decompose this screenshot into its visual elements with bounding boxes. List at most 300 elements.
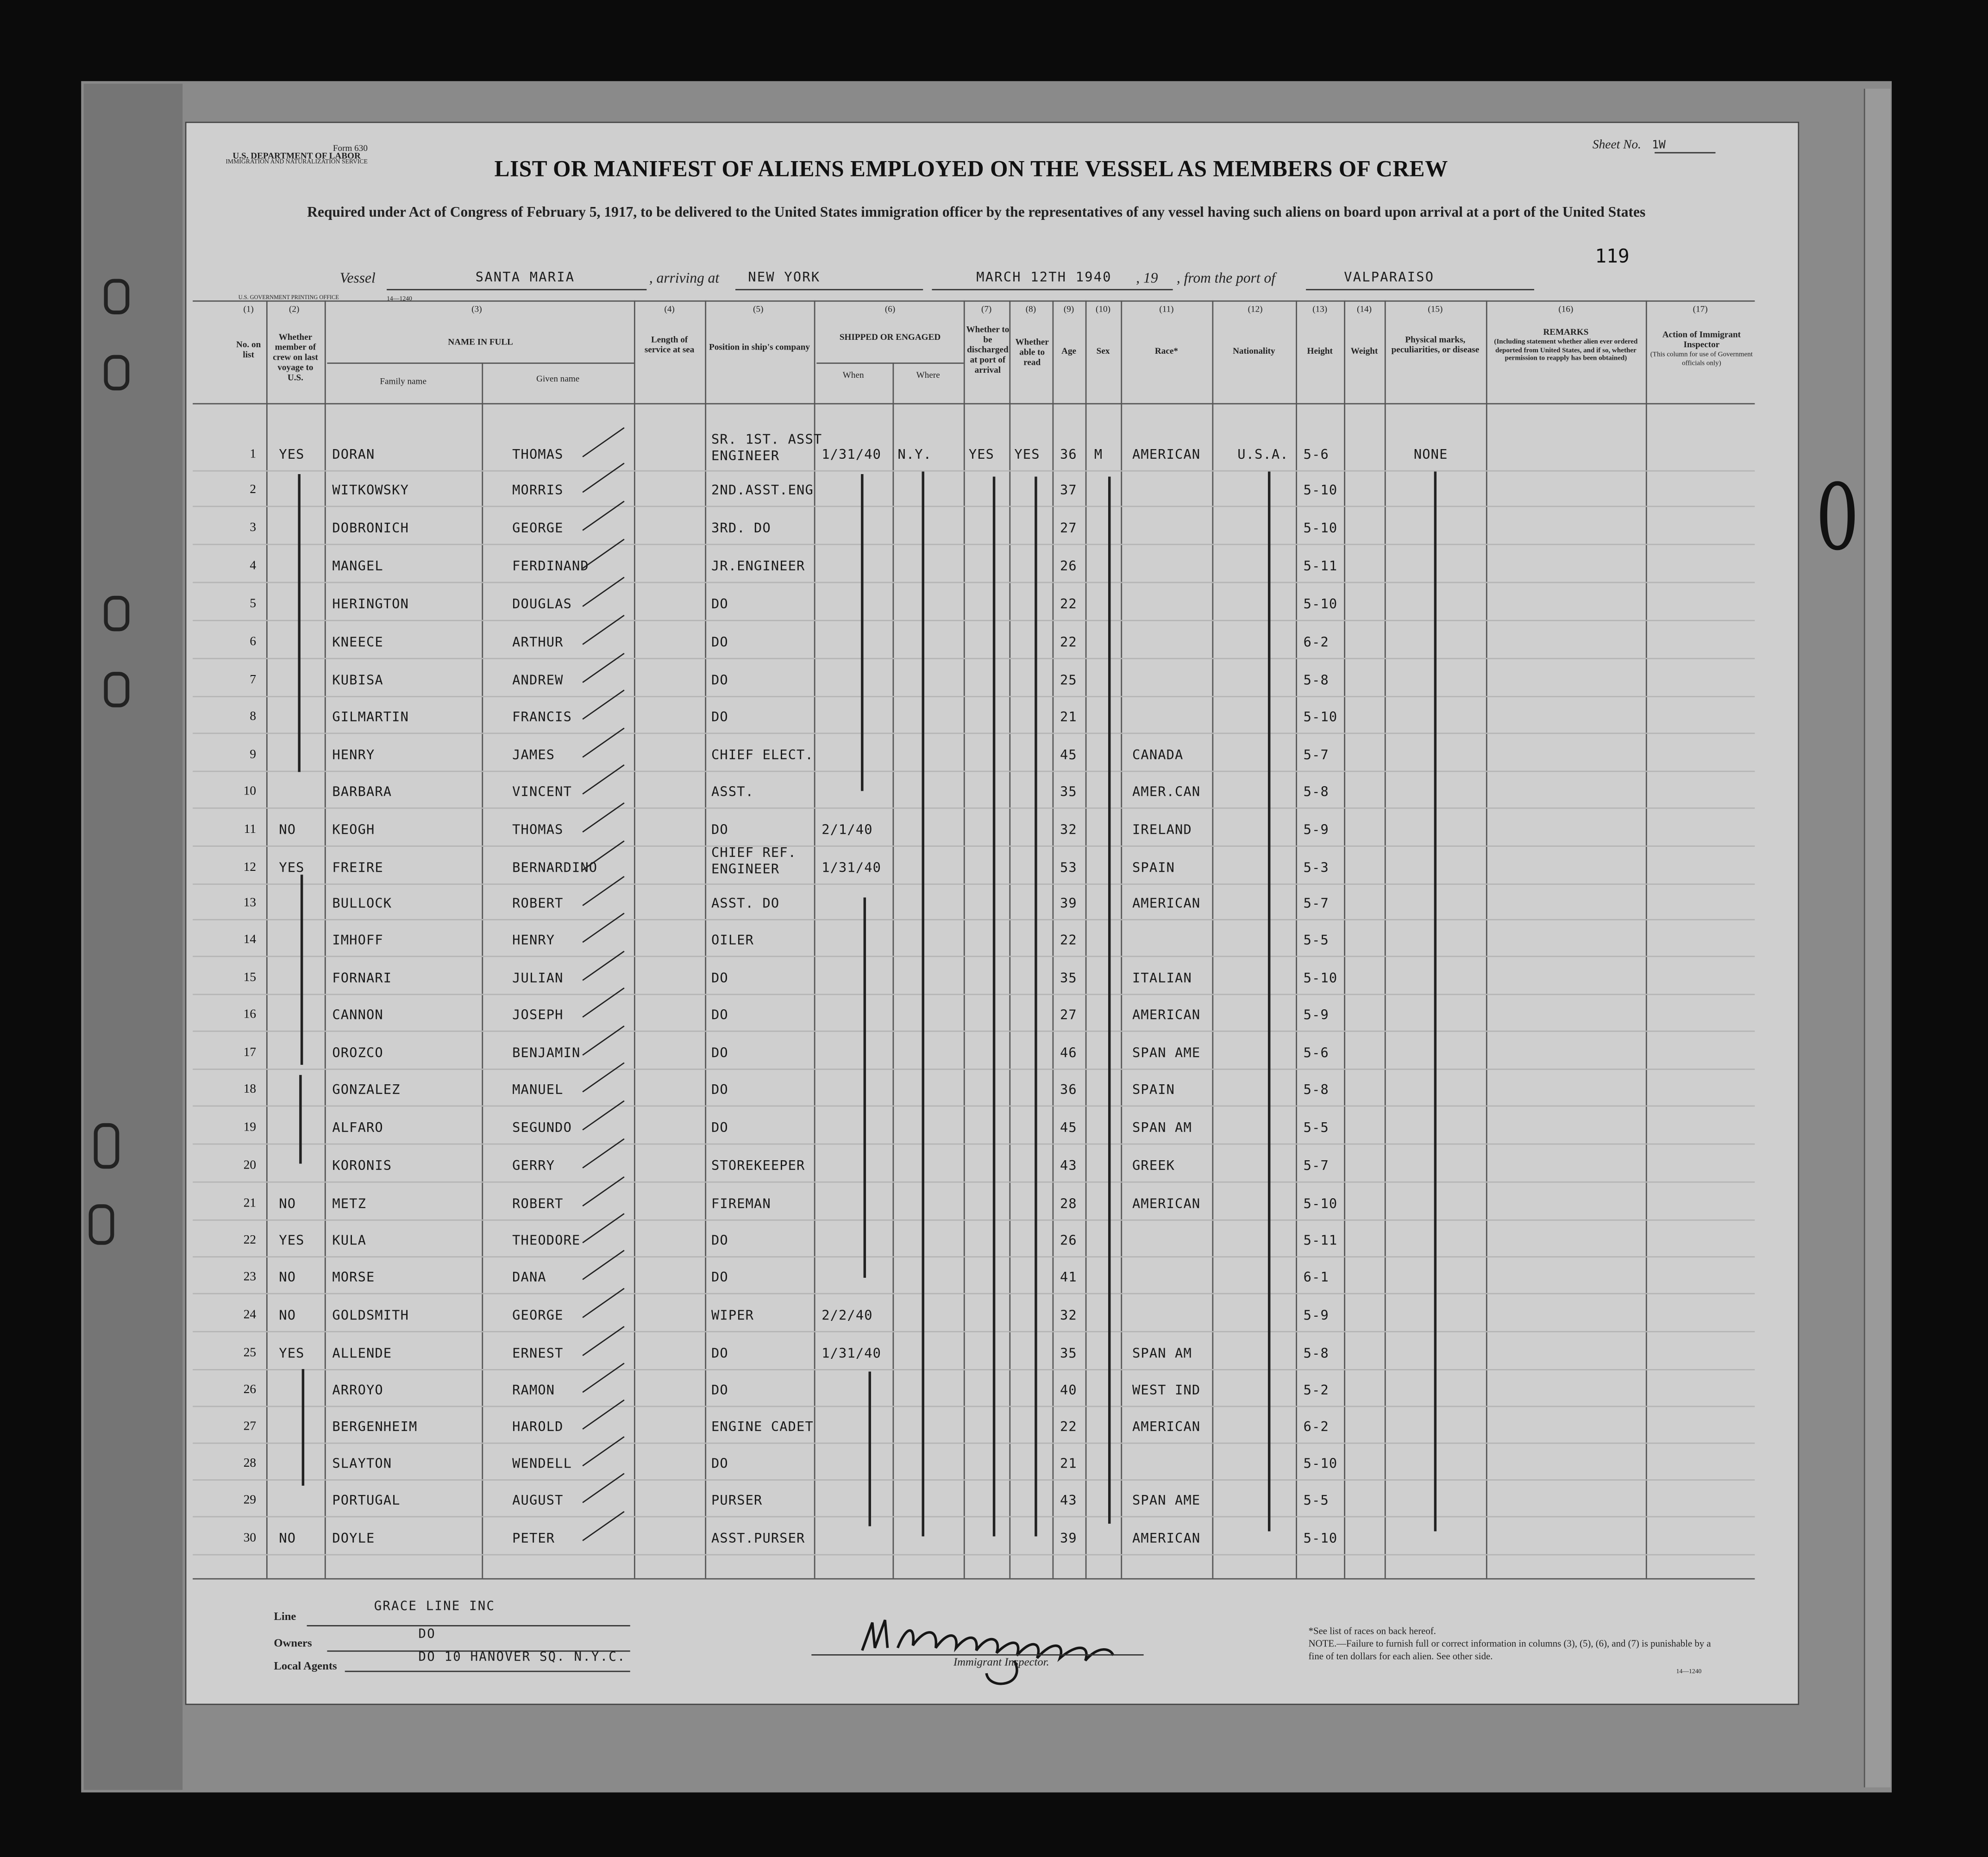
crew-position: DO [711, 673, 728, 688]
crew-age: 27 [1060, 1007, 1077, 1023]
crew-given-name: JAMES [512, 748, 555, 763]
crew-row-number: 3 [250, 521, 257, 535]
crew-height: 5-10 [1303, 483, 1338, 499]
crew-given-name: SEGUNDO [512, 1120, 572, 1136]
crew-family-name: WITKOWSKY [332, 483, 409, 499]
crew-age: 26 [1060, 559, 1077, 575]
row-rule [193, 1554, 1755, 1556]
column-number: (9) [1063, 304, 1074, 315]
sheet-label: Sheet No. [1592, 138, 1641, 152]
crew-shipped-when: 2/1/40 [822, 822, 873, 838]
crew-last-voyage: NO [279, 822, 296, 838]
crew-given-name: THOMAS [512, 447, 564, 463]
crew-family-name: DORAN [332, 447, 375, 463]
form-label: Form 630 [332, 143, 368, 154]
crew-age: 39 [1060, 896, 1077, 912]
crew-age: 32 [1060, 1308, 1077, 1324]
row-rule [193, 994, 1755, 995]
crew-race: SPAN AM [1132, 1120, 1192, 1136]
footer-code: 14—1240 [1676, 1669, 1702, 1676]
header-last-voyage: Whether member of crew on last voyage to U.S. [273, 332, 318, 383]
crew-last-voyage: YES [279, 1346, 305, 1362]
column-number: (3) [471, 304, 482, 315]
crew-position: ASST. [711, 784, 754, 800]
name-subheader-rule [327, 363, 634, 364]
ditto-mark [869, 1372, 871, 1526]
crew-height: 5-11 [1303, 559, 1338, 575]
agents-label: Local Agents [274, 1659, 337, 1672]
crew-height: 5-8 [1303, 784, 1329, 800]
column-rule [1486, 300, 1487, 1578]
crew-family-name: KNEECE [332, 635, 383, 650]
crew-age: 22 [1060, 933, 1077, 949]
crew-given-name: ANDREW [512, 673, 564, 688]
crew-shipped-when: 1/31/40 [822, 1346, 882, 1362]
column-number: (16) [1558, 304, 1574, 315]
column-rule [1085, 300, 1087, 1578]
form-title: LIST OR MANIFEST OF ALIENS EMPLOYED ON THE VESSEL AS MEMBERS OF CREW [494, 156, 1448, 181]
crew-nationality: U.S.A. [1237, 447, 1289, 463]
column-number: (6) [884, 304, 896, 315]
crew-position: DO [711, 1007, 728, 1023]
crew-height: 5-10 [1303, 1196, 1338, 1212]
crew-given-name: MANUEL [512, 1082, 564, 1098]
crew-family-name: GONZALEZ [332, 1082, 401, 1098]
row-rule [193, 1293, 1755, 1294]
header-remarks: REMARKS [1543, 327, 1589, 338]
crew-race: WEST IND [1132, 1383, 1201, 1399]
crew-given-name: DOUGLAS [512, 597, 572, 613]
crew-row-number: 1 [250, 447, 257, 462]
binder-clip [104, 672, 130, 707]
crew-height: 5-8 [1303, 673, 1329, 688]
column-number: (15) [1428, 304, 1443, 315]
crew-position: JR.ENGINEER [711, 559, 805, 575]
crew-race: SPAN AM [1132, 1346, 1192, 1362]
crew-discharged: YES [968, 447, 995, 463]
crew-row-number: 27 [243, 1419, 257, 1434]
binder-clip [104, 596, 130, 632]
arrival-date: MARCH 12TH 1940 [976, 270, 1112, 286]
sheet-number-line [1655, 152, 1715, 154]
crew-family-name: PORTUGAL [332, 1493, 401, 1509]
crew-family-name: GOLDSMITH [332, 1308, 409, 1324]
crew-age: 39 [1060, 1531, 1077, 1547]
ditto-mark [861, 474, 863, 791]
crew-position: ASST. DO [711, 896, 780, 912]
row-rule [193, 1479, 1755, 1481]
crew-given-name: ARTHUR [512, 635, 564, 650]
crew-height: 5-2 [1303, 1383, 1329, 1399]
crew-race: SPAN AME [1132, 1045, 1201, 1061]
crew-position: DO [711, 710, 728, 725]
crew-height: 5-7 [1303, 748, 1329, 763]
crew-family-name: ALFARO [332, 1120, 383, 1136]
row-rule [193, 807, 1755, 809]
crew-family-name: GILMARTIN [332, 710, 409, 725]
crew-family-name: HENRY [332, 748, 375, 763]
vessel-label: Vessel [339, 271, 376, 287]
row-rule [193, 506, 1755, 507]
crew-given-name: WENDELL [512, 1456, 572, 1472]
crew-given-name: VINCENT [512, 784, 572, 800]
column-rule [266, 300, 268, 1578]
crew-age: 43 [1060, 1158, 1077, 1174]
header-when: When [842, 370, 864, 381]
crew-family-name: BERGENHEIM [332, 1419, 418, 1435]
crew-age: 46 [1060, 1045, 1077, 1061]
header-able-to-read: Whether able to read [1015, 337, 1049, 368]
crew-position: DO [711, 822, 728, 838]
crew-position: SR. 1ST. ASST ENGINEER [711, 432, 822, 464]
crew-age: 22 [1060, 635, 1077, 650]
crew-age: 43 [1060, 1493, 1077, 1509]
crew-given-name: AUGUST [512, 1493, 564, 1509]
crew-given-name: THEODORE [512, 1233, 581, 1249]
crew-age: 32 [1060, 822, 1077, 838]
header-where: Where [916, 370, 940, 381]
crew-shipped-when: 1/31/40 [822, 861, 882, 876]
printing-office: U.S. GOVERNMENT PRINTING OFFICE [238, 294, 339, 300]
column-number: (4) [664, 304, 675, 315]
header-name-in-full: NAME IN FULL [448, 337, 513, 348]
date-fill-line [932, 289, 1173, 290]
vessel-name: SANTA MARIA [475, 270, 575, 286]
crew-race: AMERICAN [1132, 1196, 1201, 1212]
crew-family-name: KULA [332, 1233, 366, 1249]
ditto-mark [922, 472, 924, 1537]
crew-race: GREEK [1132, 1158, 1175, 1174]
crew-position: FIREMAN [711, 1196, 771, 1212]
crew-family-name: BULLOCK [332, 896, 392, 912]
crew-row-number: 18 [243, 1082, 257, 1097]
line-label: Line [274, 1610, 296, 1623]
row-rule [193, 919, 1755, 920]
ditto-mark [993, 476, 995, 1536]
row-rule [193, 1256, 1755, 1257]
crew-height: 5-10 [1303, 1456, 1338, 1472]
from-label: , from the port of [1176, 271, 1275, 287]
line-fill-line [307, 1625, 630, 1626]
header-nationality: Nationality [1233, 346, 1275, 356]
crew-shipped-where: N.Y. [897, 447, 932, 463]
crew-height: 5-8 [1303, 1346, 1329, 1362]
crew-row-number: 14 [243, 933, 257, 947]
crew-row-number: 23 [243, 1270, 257, 1284]
from-fill-line [1306, 289, 1534, 290]
crew-shipped-when: 1/31/40 [822, 447, 882, 463]
crew-age: 22 [1060, 1419, 1077, 1435]
crew-height: 5-7 [1303, 1158, 1329, 1174]
inspector-label: Immigrant Inspector. [953, 1655, 1049, 1669]
row-rule [193, 1219, 1755, 1221]
crew-age: 21 [1060, 710, 1077, 725]
row-rule [193, 1031, 1755, 1032]
crew-last-voyage: NO [279, 1308, 296, 1324]
page-number: 119 [1595, 244, 1630, 268]
column-rule [1296, 300, 1297, 1578]
column-rule [705, 300, 706, 1578]
crew-height: 5-10 [1303, 521, 1338, 537]
crew-given-name: BERNARDINO [512, 861, 598, 876]
crew-age: 35 [1060, 784, 1077, 800]
crew-row-number: 15 [243, 971, 257, 985]
column-rule [1009, 300, 1010, 1578]
column-rule [1053, 300, 1054, 1578]
agents-value: DO 10 HANOVER SQ. N.Y.C. [418, 1650, 626, 1664]
row-rule [193, 470, 1755, 472]
ditto-mark [1268, 472, 1270, 1532]
crew-row-number: 5 [250, 597, 257, 611]
crew-given-name: ROBERT [512, 896, 564, 912]
line-value: GRACE LINE INC [374, 1600, 495, 1614]
binder-clip [104, 355, 130, 391]
crew-row-number: 30 [243, 1531, 257, 1545]
crew-row-number: 16 [243, 1007, 257, 1022]
crew-row-number: 9 [250, 748, 257, 762]
crew-race: AMERICAN [1132, 1007, 1201, 1023]
crew-row-number: 11 [244, 822, 257, 837]
crew-row-number: 28 [243, 1456, 257, 1471]
ditto-mark [864, 898, 866, 1278]
column-number: (2) [289, 304, 300, 315]
ditto-mark [1434, 472, 1436, 1532]
row-rule [193, 1069, 1755, 1070]
crew-row-number: 24 [243, 1308, 257, 1322]
crew-age: 53 [1060, 861, 1077, 876]
row-rule [193, 883, 1755, 885]
crew-family-name: BARBARA [332, 784, 392, 800]
row-rule [193, 1144, 1755, 1145]
column-number: (7) [981, 304, 992, 315]
crew-given-name: FERDINAND [512, 559, 589, 575]
crew-position: 3RD. DO [711, 521, 771, 537]
crew-given-name: PETER [512, 1531, 555, 1547]
header-inspector-action: Action of Immigrant Inspector [1662, 329, 1741, 350]
crew-height: 5-3 [1303, 861, 1329, 876]
crew-race: AMERICAN [1132, 447, 1201, 463]
races-note: *See list of races on back hereof. [1308, 1625, 1436, 1637]
crew-family-name: CANNON [332, 1007, 383, 1023]
crew-race: AMERICAN [1132, 1531, 1201, 1547]
crew-family-name: KUBISA [332, 673, 383, 688]
agents-fill-line [345, 1671, 630, 1672]
crew-family-name: HERINGTON [332, 597, 409, 613]
form-subtitle: Required under Act of Congress of February 5, 1917, to be delivered to the United States immigration officer by the representatives of any vessel having such aliens on board upon arrival at a port of the United States [307, 205, 1646, 221]
crew-race: SPAIN [1132, 1082, 1175, 1098]
sheet-value: 1W [1652, 139, 1666, 152]
crew-last-voyage: NO [279, 1270, 296, 1286]
crew-position: ENGINE CADET [711, 1419, 814, 1435]
crew-height: 6-2 [1303, 635, 1329, 650]
crew-height: 5-11 [1303, 1233, 1338, 1249]
column-rule [1121, 300, 1122, 1578]
row-rule [193, 658, 1755, 659]
row-rule [193, 696, 1755, 697]
crew-given-name: GEORGE [512, 521, 564, 537]
crew-height: 5-5 [1303, 1120, 1329, 1136]
crew-position: STOREKEEPER [711, 1158, 805, 1174]
crew-height: 5-6 [1303, 1045, 1329, 1061]
crew-position: DO [711, 971, 728, 987]
row-rule [193, 582, 1755, 583]
shipped-subheader-rule [816, 363, 964, 364]
crew-row-number: 6 [250, 635, 257, 649]
crew-age: 45 [1060, 1120, 1077, 1136]
arriving-label: , arriving at [649, 271, 720, 287]
crew-height: 6-1 [1303, 1270, 1329, 1286]
crew-last-voyage: YES [279, 861, 305, 876]
crew-height: 5-6 [1303, 447, 1329, 463]
arriving-port: NEW YORK [748, 270, 821, 286]
header-bottom-rule [193, 403, 1755, 405]
crew-age: 35 [1060, 1346, 1077, 1362]
column-rule [964, 300, 965, 1578]
crew-position: DO [711, 1120, 728, 1136]
crew-race: ITALIAN [1132, 971, 1192, 987]
crew-age: 36 [1060, 447, 1077, 463]
owners-label: Owners [274, 1636, 312, 1650]
row-rule [193, 733, 1755, 734]
row-rule [193, 1369, 1755, 1370]
ditto-mark [298, 474, 300, 772]
crew-race: CANADA [1132, 748, 1184, 763]
print-code: 14—1240 [387, 296, 412, 303]
column-number: (5) [753, 304, 764, 315]
row-rule [193, 1443, 1755, 1444]
crew-given-name: DANA [512, 1270, 546, 1286]
header-position: Position in ship's company [709, 342, 810, 353]
crew-family-name: FREIRE [332, 861, 383, 876]
header-remarks-note: (Including statement whether alien ever ordered deported from United States, and if so, whether permission to reapply has been obtained) [1494, 338, 1638, 363]
column-rule [1646, 300, 1647, 1578]
crew-able-to-read: YES [1014, 447, 1040, 463]
binder-edge [1864, 89, 1890, 1788]
crew-height: 5-8 [1303, 1082, 1329, 1098]
crew-height: 5-9 [1303, 822, 1329, 838]
crew-age: 45 [1060, 748, 1077, 763]
column-number: (12) [1248, 304, 1263, 315]
header-inspector-note: (This column for use of Government officials only) [1650, 351, 1753, 367]
department-label: U.S. DEPARTMENT OF LABOR [232, 150, 361, 161]
row-rule [193, 956, 1755, 957]
binder-clip [94, 1123, 119, 1169]
crew-row-number: 13 [243, 896, 257, 910]
crew-position: CHIEF ELECT. [711, 748, 814, 763]
row-rule [193, 845, 1755, 847]
crew-age: 28 [1060, 1196, 1077, 1212]
crew-row-number: 22 [243, 1233, 257, 1248]
crew-given-name: HENRY [512, 933, 555, 949]
crew-position: 2ND.ASST.ENG [711, 483, 814, 499]
owners-value: DO [418, 1627, 436, 1642]
header-sex: Sex [1096, 346, 1110, 356]
crew-row-number: 25 [243, 1346, 257, 1360]
crew-family-name: ARROYO [332, 1383, 383, 1399]
crew-row-number: 7 [250, 673, 257, 687]
binder-tab [84, 84, 183, 1790]
crew-given-name: BENJAMIN [512, 1045, 581, 1061]
crew-given-name: MORRIS [512, 483, 564, 499]
table-top-rule [193, 300, 1755, 302]
crew-position: DO [711, 597, 728, 613]
column-number: (11) [1159, 304, 1174, 315]
crew-given-name: JULIAN [512, 971, 564, 987]
crew-race: AMERICAN [1132, 1419, 1201, 1435]
crew-height: 5-10 [1303, 710, 1338, 725]
crew-position: ASST.PURSER [711, 1531, 805, 1547]
crew-height: 5-10 [1303, 1531, 1338, 1547]
crew-position: DO [711, 1045, 728, 1061]
row-rule [193, 1106, 1755, 1107]
ditto-mark [302, 1369, 304, 1486]
crew-height: 5-9 [1303, 1308, 1329, 1324]
crew-row-number: 4 [250, 559, 257, 573]
crew-age: 41 [1060, 1270, 1077, 1286]
crew-position: DO [711, 1456, 728, 1472]
crew-race: IRELAND [1132, 822, 1192, 838]
ditto-mark [299, 1075, 301, 1164]
crew-family-name: MORSE [332, 1270, 375, 1286]
column-number: (14) [1357, 304, 1372, 315]
crew-shipped-when: 2/2/40 [822, 1308, 873, 1324]
header-family-name: Family name [380, 376, 426, 387]
crew-height: 5-10 [1303, 971, 1338, 987]
row-rule [193, 620, 1755, 621]
crew-height: 6-2 [1303, 1419, 1329, 1435]
crew-height: 5-5 [1303, 1493, 1329, 1509]
crew-family-name: IMHOFF [332, 933, 383, 949]
header-no-on-list: No. on list [236, 339, 261, 360]
binder-clip [104, 279, 130, 314]
crew-row-number: 12 [243, 861, 257, 875]
ditto-mark [1035, 476, 1037, 1536]
crew-family-name: MANGEL [332, 559, 383, 575]
header-discharged: Whether to be discharged at port of arrival [966, 324, 1010, 375]
crew-given-name: THOMAS [512, 822, 564, 838]
crew-row-number: 20 [243, 1158, 257, 1173]
crew-position: DO [711, 1383, 728, 1399]
row-rule [193, 1516, 1755, 1518]
crew-family-name: FORNARI [332, 971, 392, 987]
crew-position: DO [711, 1270, 728, 1286]
header-given-name: Given name [536, 374, 580, 384]
crew-position: DO [711, 1346, 728, 1362]
table-bottom-rule [193, 1578, 1755, 1580]
crew-height: 5-5 [1303, 933, 1329, 949]
crew-age: 27 [1060, 521, 1077, 537]
crew-sex: M [1094, 447, 1103, 463]
crew-position: PURSER [711, 1493, 763, 1509]
crew-age: 26 [1060, 1233, 1077, 1249]
column-rule [1385, 300, 1386, 1578]
crew-position: DO [711, 1233, 728, 1249]
crew-row-number: 21 [243, 1196, 257, 1211]
crew-given-name: FRANCIS [512, 710, 572, 725]
crew-family-name: OROZCO [332, 1045, 383, 1061]
sheet-number [1593, 138, 1666, 152]
ditto-mark [301, 875, 303, 1065]
crew-row-number: 29 [243, 1493, 257, 1507]
crew-given-name: ERNEST [512, 1346, 564, 1362]
crew-last-voyage: YES [279, 1233, 305, 1249]
crew-row-number: 17 [243, 1045, 257, 1060]
crew-age: 22 [1060, 597, 1077, 613]
header-physical-marks: Physical marks, peculiarities, or disease [1391, 334, 1480, 355]
crew-given-name: GEORGE [512, 1308, 564, 1324]
margin-handwritten-mark: 0 [1815, 464, 1859, 571]
crew-row-number: 19 [243, 1120, 257, 1135]
